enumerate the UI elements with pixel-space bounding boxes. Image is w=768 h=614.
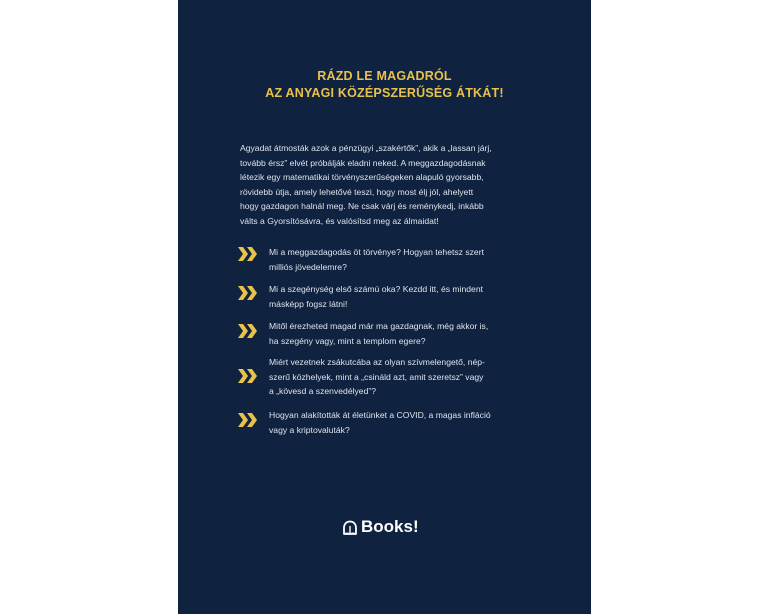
- bullet-line: Mi a meggazdagodás öt törvénye? Hogyan tehetsz szert: [269, 247, 484, 257]
- book-cloud-icon: [341, 517, 359, 537]
- double-chevron-icon: [238, 247, 260, 261]
- bullet-line: ha szegény vagy, mint a templom egere?: [269, 335, 426, 346]
- intro-line: Agyadat átmosták azok a pénzügyi „szakértők”, akik a „lassan járj,: [240, 143, 492, 153]
- intro-line: hogy gazdagon halnál meg. Ne csak várj és reménykedj, inkább: [240, 201, 484, 211]
- bullet-line: milliós jövedelemre?: [269, 261, 347, 272]
- intro-line: válts a Gyorsítósávra, és valósítsd meg az álmaidat!: [240, 215, 439, 226]
- intro-line: tovább érsz” elvét próbálják eladni neked. A meggazdagodásnak: [240, 157, 486, 168]
- bullet-text: [269, 408, 531, 437]
- bullet-line: másképp fogsz látni!: [269, 298, 348, 309]
- double-chevron-icon: [238, 369, 260, 383]
- double-chevron-icon: [238, 286, 260, 300]
- cover-title: [178, 68, 591, 102]
- bullet-line: vagy a kriptovaluták?: [269, 424, 350, 435]
- double-chevron-icon: [238, 324, 260, 338]
- bullet-text: [269, 355, 531, 399]
- bullet-line: Mi a szegénység első számú oka? Kezdd itt, és mindent: [269, 284, 484, 294]
- bullet-line: Miért vezetnek zsákutcába az olyan szívmelengető, nép-: [269, 357, 485, 367]
- publisher-logo: [341, 516, 441, 540]
- bullet-line: Mitől érezheted magad már ma gazdagnak, még akkor is,: [269, 321, 489, 331]
- bullet-text: [269, 245, 531, 274]
- bullet-line: a „kövesd a szenvedélyed”?: [269, 386, 377, 396]
- intro-paragraph: [240, 141, 532, 228]
- intro-line: rövidebb útja, amely lehetővé teszi, hogy most élj jól, ahelyett: [240, 186, 474, 197]
- book-back-cover: [178, 0, 591, 614]
- publisher-name: Books!: [361, 517, 419, 536]
- intro-line: létezik egy matematikai törvényszerűségeken alapuló gyorsabb,: [240, 172, 484, 182]
- double-chevron-icon: [238, 413, 260, 427]
- bullet-text: [269, 282, 531, 311]
- bullet-line: Hogyan alakították át életünket a COVID, a magas infláció: [269, 410, 491, 420]
- cover-title-line-1: RÁZD LE MAGADRÓL: [317, 69, 452, 83]
- cover-title-line-2: AZ ANYAGI KÖZÉPSZERŰSÉG ÁTKÁT!: [265, 86, 504, 100]
- bullet-text: [269, 319, 531, 348]
- bullet-line: szerű közhelyek, mint a „csináld azt, amit szeretsz” vagy: [269, 371, 484, 382]
